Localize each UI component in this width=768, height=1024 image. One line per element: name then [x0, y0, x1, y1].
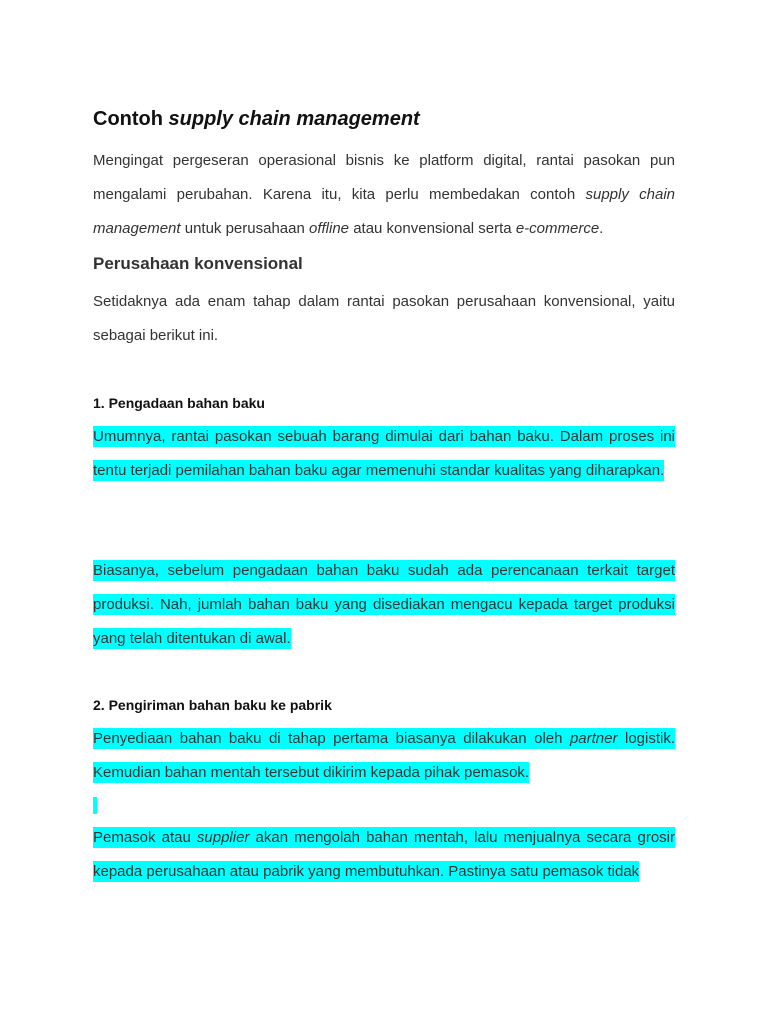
page-title	[93, 108, 420, 131]
step1-paragraph-2	[93, 554, 675, 656]
step2-text-2: logistik. Kemudian bahan mentah tersebut dikirim kepada pihak pemasok.	[93, 730, 675, 781]
step2-text-4: akan mengolah bahan mentah, lalu menjualnya secara grosir kepada perusahaan atau pabrik yang membutuhkan. Pastinya satu pemasok tidak	[93, 829, 675, 880]
step2-paragraph-1	[93, 722, 675, 790]
step1-paragraph-1	[93, 420, 675, 488]
step1-heading: 1. Pengadaan bahan baku	[93, 395, 265, 411]
title-prefix: Contoh	[93, 108, 169, 130]
intro-italic-2: offline	[309, 220, 350, 237]
step2-italic-2: supplier	[196, 829, 250, 846]
empty-highlighted-line	[93, 797, 97, 814]
intro-italic-1: supply chain management	[93, 186, 675, 237]
intro-italic-3: e-commerce	[515, 220, 600, 237]
highlighted-text	[93, 728, 675, 783]
step2-text-1: Penyediaan bahan baku di tahap pertama biasanya dilakukan oleh	[93, 730, 570, 747]
title-italic: supply chain management	[168, 108, 420, 130]
intro-paragraph	[93, 144, 675, 246]
intro-text-4: .	[599, 220, 604, 237]
intro-text-2: untuk perusahaan	[180, 220, 309, 237]
highlighted-text	[93, 827, 675, 882]
step2-paragraph-2	[93, 821, 675, 889]
highlighted-text: Umumnya, rantai pasokan sebuah barang dimulai dari bahan baku. Dalam proses ini tentu terjadi pemilahan bahan baku agar memenuhi standar kualitas yang diharapkan.	[93, 428, 675, 479]
intro-text-1: Mengingat pergeseran operasional bisnis ke platform digital, rantai pasokan pun mengalami perubahan. Karena itu, kita perlu membedakan contoh	[93, 152, 675, 203]
intro-text-3: atau konvensional serta	[349, 220, 516, 237]
section-intro-paragraph: Setidaknya ada enam tahap dalam rantai pasokan perusahaan konvensional, yaitu sebagai berikut ini.	[93, 293, 675, 344]
step2-italic-1: partner	[569, 730, 618, 747]
step2-text-3: Pemasok atau	[93, 829, 197, 846]
step2-heading: 2. Pengiriman bahan baku ke pabrik	[93, 697, 332, 713]
highlighted-text: Biasanya, sebelum pengadaan bahan baku sudah ada perencanaan terkait target produksi. Nah, jumlah bahan baku yang disediakan mengacu kepada target produksi yang telah ditentukan di awal.	[93, 562, 675, 647]
section-heading: Perusahaan konvensional	[93, 254, 303, 273]
